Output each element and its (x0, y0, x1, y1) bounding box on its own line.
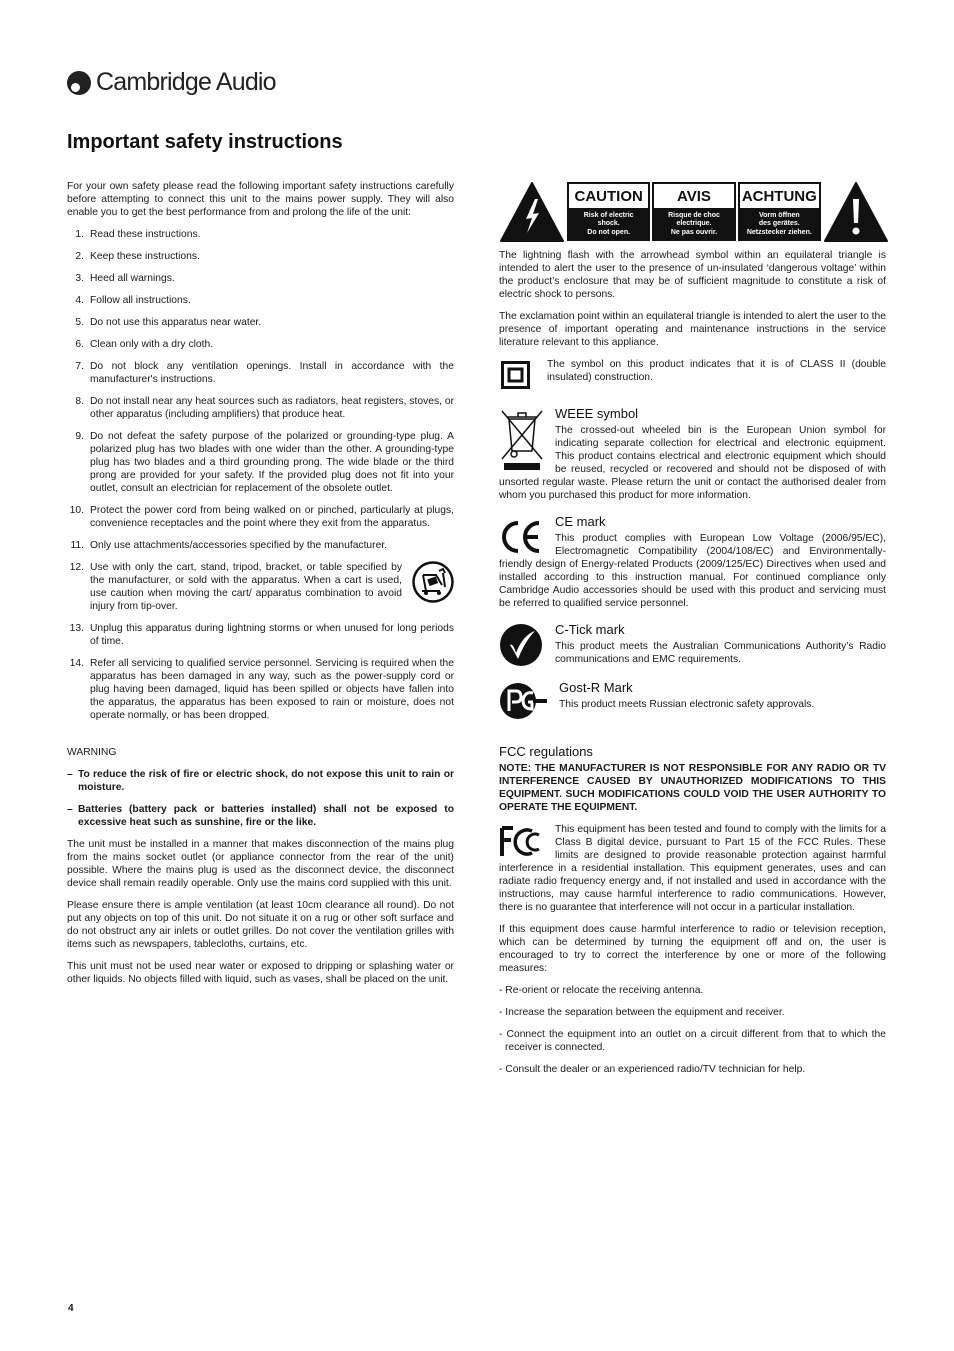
list-item: 13. Unplug this apparatus during lightning storms or when unused for long periods of time. (69, 623, 454, 647)
ctick-heading: C-Tick mark (555, 622, 625, 637)
ce-block (499, 515, 886, 610)
list-item: 12. Use with only the cart, stand, tripod, bracket, or table specified by the manufacturer, or sold with the apparatus. When a cart is used, use caution when moving the cart/ apparatus combination to avoid injury from tip-over. (67, 561, 454, 613)
brand-name: Cambridge Audio (96, 68, 276, 96)
fcc-text-2: If this equipment does cause harmful interference to radio or television reception, which can be determined by turning the equipment off and on, the user is encouraged to try to correct the interference by one or more of the following measures: (499, 924, 886, 974)
water-paragraph: This unit must not be used near water or exposed to dripping or splashing water or other liquids. No objects filled with liquid, such as vases, shall be placed on the unit. (67, 961, 454, 985)
avis-sign: AVIS Risque de choc electrique. Ne pas ouvrir. (652, 182, 735, 241)
right-column (499, 249, 886, 1085)
fcc-note: NOTE: THE MANUFACTURER IS NOT RESPONSIBLE FOR ANY RADIO OR TV INTERFERENCE CAUSED BY UNAUTHORIZED MODIFICATIONS TO THIS EQUIPMENT. SUCH MODIFICATIONS COULD VOID THE USER AUTHORITY TO OPERATE THE EQUIPMENT. (499, 763, 886, 813)
list-item: 5. Do not use this apparatus near water. (75, 317, 262, 328)
weee-text: The crossed-out wheeled bin is the European Union symbol for indicating separate collection for electrical and electronic equipment. This product contains electrical and electronic equipment which should be reused, recycled or recovered and should not be disposed of with unsorted regular waste. Please return the unit or contact the authorised dealer from whom you purchased this product for more information. (499, 425, 886, 501)
ctick-text: This product meets the Australian Communications Authority’s Radio communications and EMC requirements. (555, 641, 886, 665)
fcc-measure: - Re-orient or relocate the receiving antenna. (499, 985, 704, 996)
list-item: 6. Clean only with a dry cloth. (75, 339, 214, 350)
left-column (67, 180, 454, 995)
instruction-list (67, 228, 454, 722)
intro-paragraph: For your own safety please read the following important safety instructions carefully before attempting to connect this unit to the mains power supply. They will also enable you to get the best performance from and prolong the life of the unit: (67, 181, 454, 218)
class2-block (499, 358, 886, 393)
list-item: 8. Do not install near any heat sources such as radiators, heat registers, stoves, or other apparatus (including amplifiers) that produce heat. (75, 396, 455, 420)
weee-bin-icon (499, 407, 545, 473)
list-item: 1. Read these instructions. (75, 229, 201, 240)
class2-icon (501, 361, 531, 389)
weee-heading: WEEE symbol (555, 406, 639, 421)
ctick-block (499, 623, 886, 669)
warning-item: – To reduce the risk of fire or electric shock, do not expose this unit to rain or moisture. (67, 769, 454, 793)
ventilation-paragraph: Please ensure there is ample ventilation (at least 10cm clearance all round). Do not put any objects on top of this unit. Do not situate it on a rug or other soft surface and do not obstruct any air inlets or outlet grilles. Do not cover the ventilation grilles with items such as newspapers, tablecloths, curtains, etc. (67, 900, 454, 950)
brand-logo-icon (67, 71, 91, 95)
weee-block (499, 407, 886, 502)
fcc-measure: - Consult the dealer or an experienced radio/TV technician for help. (499, 1064, 806, 1075)
lightning-triangle-icon (499, 181, 565, 243)
gost-block (499, 681, 886, 723)
list-item: 9. Do not defeat the safety purpose of the polarized or grounding-type plug. A polarized plug has two blades with one wider than the other. A grounding-type plug has two blades and a third grounding prong. The wide blade or the third prong are provided for your safety. If the provided plug does not fit into your outlet, consult an electrician for replacement of the obsolete outlet. (75, 431, 454, 494)
fcc-measure: - Connect the equipment into an outlet on a circuit different from that to which the receiver is connected. (499, 1029, 886, 1053)
fcc-heading: FCC regulations (499, 744, 593, 759)
list-item: 3. Heed all warnings. (75, 273, 175, 284)
ce-text: This product complies with European Low Voltage (2006/95/EC), Electromagnetic Compatibility (2004/108/EC) and Environmentally-friendly design of Energy-related Products (2009/125/EC) Directives when used and installed according to this instruction manual. For continued compliance only Cambridge Audio accessories should be used with this product and servicing must be referred to qualified service personnel. (499, 533, 886, 609)
achtung-sign: ACHTUNG Vorm öffnen des gerätes. Netzstecker ziehen. (738, 182, 821, 241)
list-item: 10. Protect the power cord from being walked on or pinched, particularly at plugs, convenience receptacles and the point where they exit from the apparatus. (69, 505, 454, 529)
exclamation-triangle-icon (823, 181, 889, 243)
class2-text: The symbol on this product indicates that it is of CLASS II (double insulated) construction. (547, 359, 886, 383)
list-item: 4. Follow all instructions. (75, 295, 191, 306)
brand-logo (67, 68, 276, 97)
disconnect-paragraph: The unit must be installed in a manner that makes disconnection of the mains plug from the mains socket outlet (or appliance connector from the rear of the unit) possible. Where the mains plug is used as the disconnect device, the disconnect device shall remain readily operable. Only use the mains cord supplied with this unit. (67, 839, 454, 889)
list-item: 14. Refer all servicing to qualified service personnel. Servicing is required when the apparatus has been damaged in any way, such as the power-supply cord or plug having been damaged, liquid has been spilled or objects have fallen into the apparatus, the apparatus has been exposed to rain or moisture, does not operate normally, or has been dropped. (69, 658, 454, 721)
fcc-logo-icon (499, 825, 545, 859)
lightning-paragraph: The lightning flash with the arrowhead symbol within an equilateral triangle is intended to alert the user to the presence of un-insulated ‘dangerous voltage’ within the product’s enclosure that may be of sufficient magnitude to constitute a risk of electric shock to persons. (499, 250, 886, 300)
gost-text: This product meets Russian electronic safety approvals. (559, 699, 815, 710)
exclamation-paragraph: The exclamation point within an equilateral triangle is intended to alert the user to the presence of important operating and maintenance instructions in the service literature relevant to this appliance. (499, 311, 886, 348)
page-number: 4 (68, 1303, 74, 1314)
fcc-text-1: This equipment has been tested and found to comply with the limits for a Class B digital device, pursuant to Part 15 of the FCC Rules. These limits are designed to provide reasonable protection against harmful interference in a residential installation. This equipment generates, uses and can radiate radio frequency energy and, if not installed and used in accordance with the instructions, may cause harmful interference to radio communications. However, there is no guarantee that interference will not occur in a particular installation. (499, 824, 886, 913)
ce-heading: CE mark (555, 514, 606, 529)
fcc-block (499, 823, 886, 914)
c-tick-icon (499, 623, 545, 667)
list-item: 7. Do not block any ventilation openings. Install in accordance with the manufacturer's instructions. (75, 361, 454, 385)
caution-sign: CAUTION Risk of electric shock. Do not open. (567, 182, 650, 241)
warning-item: – Batteries (battery pack or batteries installed) shall not be exposed to excessive heat such as sunshine, fire or the like. (67, 804, 454, 828)
gost-r-icon (499, 681, 549, 721)
page-title: Important safety instructions (67, 131, 343, 153)
fcc-measure: - Increase the separation between the equipment and receiver. (499, 1007, 785, 1018)
warning-signs (567, 182, 821, 241)
gost-heading: Gost-R Mark (559, 680, 633, 695)
warning-banner (499, 181, 890, 243)
ce-mark-icon (499, 519, 545, 555)
cart-tipover-icon (412, 561, 454, 603)
list-item: 11. Only use attachments/accessories specified by the manufacturer. (70, 540, 388, 551)
list-item: 2. Keep these instructions. (75, 251, 200, 262)
warning-heading: WARNING (67, 747, 117, 758)
